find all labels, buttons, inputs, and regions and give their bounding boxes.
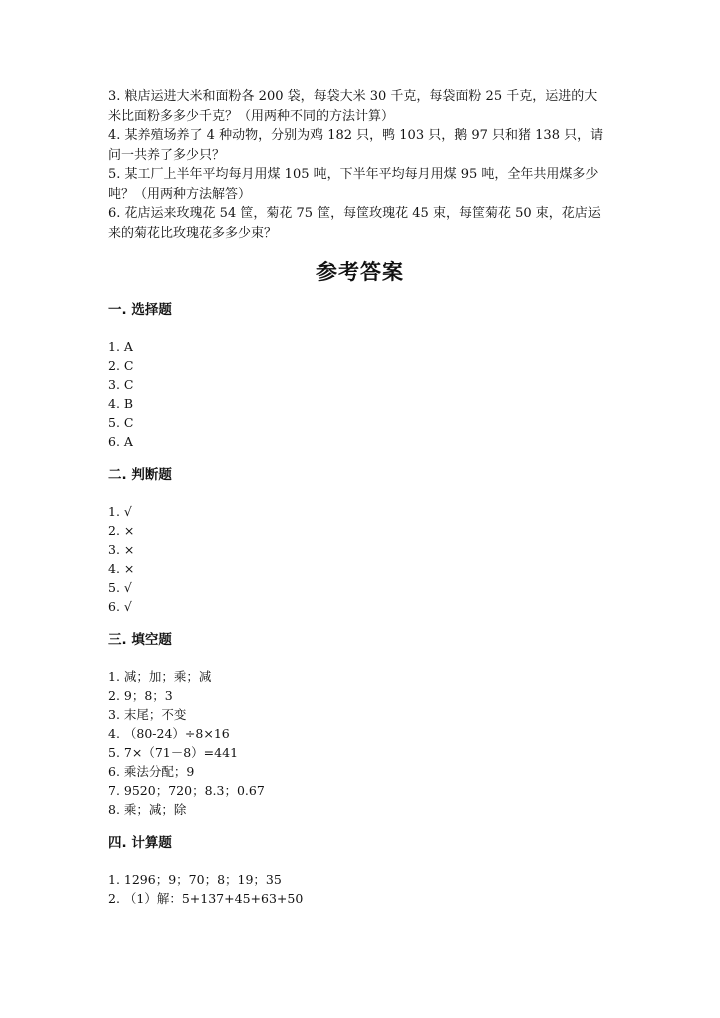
answer-item: 2. C [108,358,134,373]
answer-item: 2. × [108,523,135,538]
answer-item: 5. 7×（71－8）=441 [108,745,239,760]
answer-list [108,870,608,908]
answer-item: 6. √ [108,599,132,614]
answer-item: 5. C [108,415,134,430]
answer-item: 3. × [108,542,135,557]
answer-item: 3. C [108,377,134,392]
answer-item: 8. 乘；减；除 [108,802,187,817]
answer-item: 1. √ [108,504,132,519]
answer-item: 2. 9；8；3 [108,688,173,703]
answer-item: 3. 末尾；不变 [108,707,187,722]
answers-title: 参考答案 [316,260,404,284]
answer-list [108,502,608,616]
section-title: 三. 填空题 [108,632,172,648]
answer-item: 5. √ [108,580,132,595]
section-calculation [108,833,608,908]
problem-6: 6. 花店运来玫瑰花 54 筐，菊花 75 筐，每筐玫瑰花 45 束，每筐菊花 50 束，花店运来的菊花比玫瑰花多多少束？ [108,206,601,241]
problem-4: 4. 某养殖场养了 4 种动物，分别为鸡 182 只，鸭 103 只，鹅 97 只和猪 138 只，请问一共养了多少只？ [108,128,604,163]
answer-item: 6. 乘法分配；9 [108,764,195,779]
section-title: 一. 选择题 [108,302,172,318]
answer-list [108,337,608,451]
answer-item: 7. 9520；720；8.3；0.67 [108,783,265,798]
answer-list [108,667,608,819]
answer-item: 1. 减；加；乘；减 [108,669,212,684]
section-title: 四. 计算题 [108,835,172,851]
answer-item: 1. A [108,339,133,354]
answer-item: 4. （80-24）÷8×16 [108,726,230,741]
answer-item: 4. B [108,396,134,411]
problem-5: 5. 某工厂上半年平均每月用煤 105 吨，下半年平均每月用煤 95 吨，全年共用煤多少吨？（用两种方法解答） [108,167,599,202]
problem-3: 3. 粮店运进大米和面粉各 200 袋，每袋大米 30 千克，每袋面粉 25 千克，运进的大米比面粉多多少千克？（用两种不同的方法计算） [108,89,598,124]
word-problems [108,87,608,243]
section-title: 二. 判断题 [108,467,172,483]
section-fill-in-blank [108,630,608,819]
section-true-false [108,465,608,616]
answer-item: 1. 1296；9；70；8；19；35 [108,872,282,887]
answer-item: 2. （1）解：5+137+45+63+50 [108,891,304,906]
section-multiple-choice [108,300,608,451]
answer-item: 6. A [108,434,133,449]
answer-item: 4. × [108,561,135,576]
